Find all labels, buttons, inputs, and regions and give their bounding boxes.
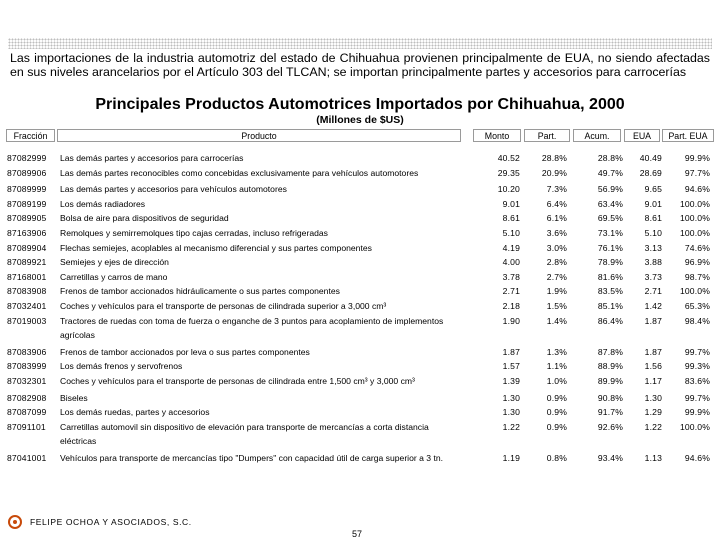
part-cell: 0.8% <box>546 452 567 463</box>
header-fraccion: Fracción <box>6 129 55 142</box>
table-row <box>0 314 720 343</box>
table-row <box>0 359 720 374</box>
part-eua-cell: 74.6% <box>684 242 710 253</box>
producto-cell: Semiejes y ejes de dirección <box>60 257 169 268</box>
eua-cell: 2.71 <box>644 286 662 297</box>
monto-cell: 1.39 <box>502 375 520 386</box>
monto-cell: 1.19 <box>502 452 520 463</box>
fraccion-cell: 87083908 <box>7 286 47 297</box>
monto-cell: 2.71 <box>502 286 520 297</box>
acum-cell: 87.8% <box>597 346 623 357</box>
fraccion-cell: 87089905 <box>7 213 47 224</box>
producto-cell: Las demás partes reconocibles como concebidas exclusivamente para vehículos automotores <box>60 167 419 178</box>
document-title: Principales Productos Automotrices Importados por Chihuahua, 2000 <box>95 96 625 113</box>
header-part-eua: Part. EUA <box>662 129 714 142</box>
producto-cell: Tractores de ruedas con toma de fuerza o enganche de 3 puntos para acoplamiento de implementos agrícolas <box>60 315 444 341</box>
header-acum: Acum. <box>573 129 621 142</box>
table-row <box>0 420 720 449</box>
eua-cell: 5.10 <box>644 227 662 238</box>
table-row <box>0 241 720 256</box>
acum-cell: 81.6% <box>597 271 623 282</box>
eua-cell: 3.88 <box>644 257 662 268</box>
eua-cell: 1.30 <box>644 392 662 403</box>
document-subtitle: (Millones de $US) <box>316 114 404 126</box>
table-row <box>0 211 720 226</box>
part-eua-cell: 65.3% <box>684 300 710 311</box>
table-row <box>0 182 720 197</box>
table-row <box>0 226 720 241</box>
part-eua-cell: 100.0% <box>679 421 710 432</box>
intro-paragraph: Las importaciones de la industria automotriz del estado de Chihuahua provienen principalmente de EUA, no siendo afectadas en sus niveles arancelarios por el Artículo 303 del TLCAN; se importan principalmente partes y accesorios para carrocerías <box>10 51 710 79</box>
eua-cell: 9.65 <box>644 184 662 195</box>
header-eua: EUA <box>624 129 660 142</box>
fraccion-cell: 87089906 <box>7 167 47 178</box>
part-cell: 1.4% <box>546 315 567 326</box>
part-cell: 1.5% <box>546 300 567 311</box>
part-eua-cell: 94.6% <box>684 452 710 463</box>
producto-cell: Frenos de tambor accionados hidráulicamente o sus partes componentes <box>60 286 340 297</box>
part-eua-cell: 99.3% <box>684 361 710 372</box>
table-row <box>0 197 720 212</box>
header-producto: Producto <box>57 129 461 142</box>
part-eua-cell: 99.9% <box>684 407 710 418</box>
acum-cell: 49.7% <box>597 167 623 178</box>
table-row <box>0 270 720 285</box>
acum-cell: 76.1% <box>597 242 623 253</box>
monto-cell: 10.20 <box>497 184 520 195</box>
part-cell: 1.0% <box>546 375 567 386</box>
part-cell: 6.4% <box>546 198 567 209</box>
monto-cell: 4.00 <box>502 257 520 268</box>
part-eua-cell: 94.6% <box>684 184 710 195</box>
monto-cell: 9.01 <box>502 198 520 209</box>
part-cell: 0.9% <box>546 421 567 432</box>
acum-cell: 93.4% <box>597 452 623 463</box>
fraccion-cell: 87083906 <box>7 346 47 357</box>
eua-cell: 1.29 <box>644 407 662 418</box>
acum-cell: 78.9% <box>597 257 623 268</box>
fraccion-cell: 87168001 <box>7 271 47 282</box>
dotted-divider <box>8 38 712 49</box>
eua-cell: 1.13 <box>644 452 662 463</box>
part-eua-cell: 100.0% <box>679 213 710 224</box>
table-row <box>0 299 720 314</box>
eua-cell: 1.42 <box>644 300 662 311</box>
monto-cell: 1.87 <box>502 346 520 357</box>
producto-cell: Carretillas y carros de mano <box>60 271 168 282</box>
fraccion-cell: 87082999 <box>7 153 47 163</box>
monto-cell: 3.78 <box>502 271 520 282</box>
eua-cell: 28.69 <box>639 167 662 178</box>
eua-cell: 1.56 <box>644 361 662 372</box>
monto-cell: 1.22 <box>502 421 520 432</box>
monto-cell: 2.18 <box>502 300 520 311</box>
acum-cell: 83.5% <box>597 286 623 297</box>
producto-cell: Vehículos para transporte de mercancías tipo "Dumpers" con capacidad útil de carga superior a 3 tn. <box>60 452 444 463</box>
fraccion-cell: 87163906 <box>7 227 47 238</box>
part-eua-cell: 98.7% <box>684 271 710 282</box>
footer-company: FELIPE OCHOA Y ASOCIADOS, S.C. <box>30 517 192 527</box>
fraccion-cell: 87032401 <box>7 300 47 311</box>
header-part: Part. <box>524 129 570 142</box>
fraccion-cell: 87089999 <box>7 184 47 195</box>
part-cell: 0.9% <box>546 407 567 418</box>
table-row <box>0 255 720 270</box>
producto-cell: Las demás partes y accesorios para vehículos automotores <box>60 184 287 195</box>
part-cell: 20.9% <box>541 167 567 178</box>
acum-cell: 73.1% <box>597 227 623 238</box>
producto-cell: Bolsa de aire para dispositivos de seguridad <box>60 213 229 224</box>
eua-cell: 3.13 <box>644 242 662 253</box>
producto-cell: Los demás ruedas, partes y accesorios <box>60 407 210 418</box>
producto-cell: Los demás radiadores <box>60 198 146 209</box>
acum-cell: 28.8% <box>597 153 623 163</box>
header-monto: Monto <box>473 129 521 142</box>
eua-cell: 3.73 <box>644 271 662 282</box>
table-row <box>0 405 720 420</box>
fraccion-cell: 87089904 <box>7 242 47 253</box>
part-cell: 2.8% <box>546 257 567 268</box>
acum-cell: 91.7% <box>597 407 623 418</box>
part-cell: 3.0% <box>546 242 567 253</box>
eua-cell: 1.17 <box>644 375 662 386</box>
table-header <box>0 129 720 143</box>
part-cell: 6.1% <box>546 213 567 224</box>
monto-cell: 5.10 <box>502 227 520 238</box>
eua-cell: 1.22 <box>644 421 662 432</box>
part-cell: 0.9% <box>546 392 567 403</box>
acum-cell: 88.9% <box>597 361 623 372</box>
fraccion-cell: 87032301 <box>7 375 47 386</box>
acum-cell: 90.8% <box>597 392 623 403</box>
producto-cell: Remolques y semirremolques tipo cajas cerradas, incluso refrigeradas <box>60 227 328 238</box>
part-cell: 1.1% <box>546 361 567 372</box>
eua-cell: 1.87 <box>644 346 662 357</box>
part-cell: 2.7% <box>546 271 567 282</box>
part-eua-cell: 97.7% <box>684 167 710 178</box>
producto-cell: Las demás partes y accesorios para carrocerías <box>60 153 244 163</box>
monto-cell: 8.61 <box>502 213 520 224</box>
monto-cell: 1.30 <box>502 407 520 418</box>
part-eua-cell: 100.0% <box>679 227 710 238</box>
fraccion-cell: 87041001 <box>7 452 47 463</box>
producto-cell: Frenos de tambor accionados por leva o sus partes componentes <box>60 346 310 357</box>
part-cell: 28.8% <box>541 153 567 163</box>
producto-cell: Los demás frenos y servofrenos <box>60 361 183 372</box>
part-cell: 7.3% <box>546 184 567 195</box>
acum-cell: 92.6% <box>597 421 623 432</box>
table-row <box>0 284 720 299</box>
part-eua-cell: 100.0% <box>679 286 710 297</box>
acum-cell: 89.9% <box>597 375 623 386</box>
part-eua-cell: 83.6% <box>684 375 710 386</box>
fraccion-cell: 87087099 <box>7 407 47 418</box>
table-row <box>0 391 720 406</box>
fraccion-cell: 87082908 <box>7 392 47 403</box>
fraccion-cell: 87089921 <box>7 257 47 268</box>
eua-cell: 1.87 <box>644 315 662 326</box>
fraccion-cell: 87083999 <box>7 361 47 372</box>
products-table <box>0 151 720 465</box>
producto-cell: Carretillas automovil sin dispositivo de elevación para transporte de mercancías a corta distancia eléctricas <box>60 421 429 447</box>
acum-cell: 86.4% <box>597 315 623 326</box>
part-eua-cell: 98.4% <box>684 315 710 326</box>
part-cell: 1.9% <box>546 286 567 297</box>
page-number: 57 <box>352 529 363 539</box>
monto-cell: 4.19 <box>502 242 520 253</box>
monto-cell: 1.57 <box>502 361 520 372</box>
monto-cell: 1.30 <box>502 392 520 403</box>
acum-cell: 63.4% <box>597 198 623 209</box>
eua-cell: 9.01 <box>644 198 662 209</box>
monto-cell: 29.35 <box>497 167 520 178</box>
table-row <box>0 151 720 166</box>
part-eua-cell: 100.0% <box>679 198 710 209</box>
producto-cell: Coches y vehículos para el transporte de personas de cilindrada superior a 3,000 cm³ <box>60 300 387 311</box>
acum-cell: 85.1% <box>597 300 623 311</box>
part-eua-cell: 96.9% <box>684 257 710 268</box>
table-row <box>0 345 720 360</box>
producto-cell: Flechas semiejes, acoplables al mecanismo diferencial y sus partes componentes <box>60 242 372 253</box>
eua-cell: 40.49 <box>639 153 662 163</box>
producto-cell: Coches y vehículos para el transporte de personas de cilindrada entre 1,500 cm³ y 3,000 cm³ <box>60 375 415 386</box>
table-row <box>0 374 720 389</box>
table-row <box>0 166 720 181</box>
acum-cell: 69.5% <box>597 213 623 224</box>
fraccion-cell: 87091101 <box>7 421 46 432</box>
company-logo-icon <box>8 515 22 529</box>
fraccion-cell: 87019003 <box>7 315 47 326</box>
monto-cell: 1.90 <box>502 315 520 326</box>
monto-cell: 40.52 <box>497 153 520 163</box>
acum-cell: 56.9% <box>597 184 623 195</box>
table-row <box>0 451 720 466</box>
part-eua-cell: 99.7% <box>684 392 710 403</box>
eua-cell: 8.61 <box>644 213 662 224</box>
producto-cell: Biseles <box>60 392 88 403</box>
fraccion-cell: 87089199 <box>7 198 47 209</box>
part-eua-cell: 99.9% <box>684 153 710 163</box>
part-eua-cell: 99.7% <box>684 346 710 357</box>
part-cell: 1.3% <box>546 346 567 357</box>
part-cell: 3.6% <box>546 227 567 238</box>
